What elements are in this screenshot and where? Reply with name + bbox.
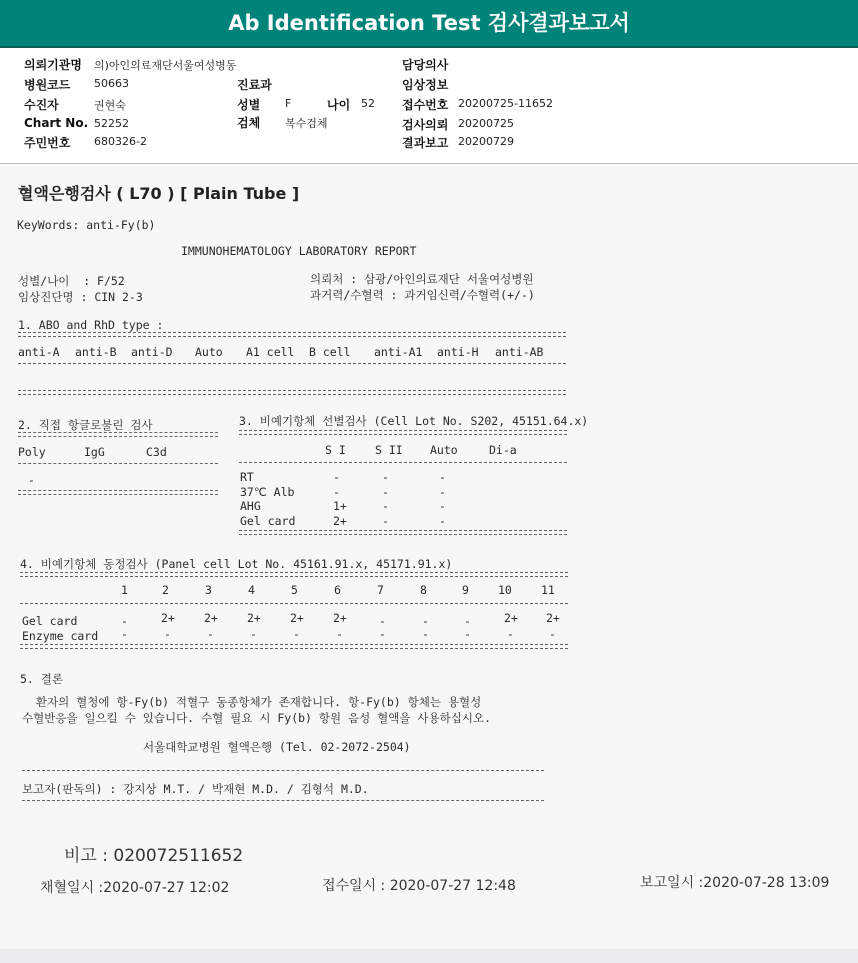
- panel-cell: 2+: [290, 611, 304, 625]
- screen-cell: 2+: [333, 514, 347, 528]
- panel-header: 10: [498, 583, 512, 597]
- chart-no-label: Chart No.: [24, 116, 89, 130]
- section-1-mid-rule: [18, 363, 566, 364]
- section-2-top-rule: [18, 432, 218, 437]
- panel-cell: -: [422, 627, 429, 641]
- section-2-title: 2. 직접 항글로불린 검사: [18, 418, 153, 432]
- reporter-bottom-rule: [22, 800, 544, 801]
- section-1-bottom-rule: [18, 390, 566, 395]
- panel-cell: -: [336, 627, 343, 641]
- report-title-banner: Ab Identification Test 검사결과보고서: [0, 0, 858, 48]
- age-label: 나이: [327, 98, 351, 112]
- panel-cell: 2+: [204, 611, 218, 625]
- section-4-mid-rule: [20, 603, 568, 604]
- request-date-label: 검사의뢰: [402, 118, 449, 132]
- screen-row-gel-card-label: Gel card: [240, 514, 296, 528]
- report-datetime: 보고일시 :2020-07-28 13:09: [640, 875, 830, 891]
- patient-info-header: [0, 48, 858, 164]
- screen-cell: -: [382, 485, 389, 499]
- abo-header-anti-d: anti-D: [131, 345, 173, 359]
- report-date-label: 결과보고: [402, 136, 449, 150]
- section-3-bottom-rule: [239, 530, 567, 535]
- screen-header-auto: Auto: [430, 443, 458, 457]
- diagnosis-line: 임상진단명 : CIN 2-3: [18, 290, 143, 304]
- screen-cell: -: [439, 470, 446, 484]
- screen-cell: -: [439, 499, 446, 513]
- keywords: KeyWords: anti-Fy(b): [17, 218, 156, 232]
- specimen-label: 검체: [237, 116, 261, 130]
- panel-cell: -: [207, 627, 214, 641]
- screen-row-ahg-label: AHG: [240, 499, 261, 513]
- section-5-title: 5. 결론: [20, 672, 63, 686]
- panel-cell: 2+: [504, 611, 518, 625]
- dat-header-c3d: C3d: [146, 445, 167, 459]
- screen-cell: -: [439, 514, 446, 528]
- chart-no-value: 52252: [94, 117, 129, 130]
- remark: 비고 : 020072511652: [64, 846, 244, 866]
- abo-header-anti-b: anti-B: [75, 345, 117, 359]
- screen-cell: -: [382, 470, 389, 484]
- receipt-datetime: 접수일시 : 2020-07-27 12:48: [322, 878, 516, 894]
- panel-header: 2: [162, 583, 169, 597]
- panel-header: 8: [420, 583, 427, 597]
- section-4-bottom-rule: [20, 644, 568, 649]
- screen-cell: -: [382, 499, 389, 513]
- section-3-top-rule: [239, 430, 567, 435]
- abo-header-anti-ab: anti-AB: [495, 345, 544, 359]
- patient-name-label: 수진자: [24, 98, 59, 112]
- clinical-info-label: 임상정보: [402, 78, 449, 92]
- specimen-value: 복수검체: [285, 117, 328, 130]
- sex-value: F: [285, 97, 292, 110]
- section-1-top-rule: [18, 332, 566, 337]
- resident-no-label: 주민번호: [24, 136, 71, 150]
- panel-cell: -: [164, 627, 171, 641]
- receipt-no-label: 접수번호: [402, 98, 449, 112]
- panel-cell: -: [549, 627, 556, 641]
- panel-header: 1: [121, 583, 128, 597]
- section-4-title: 4. 비예기항체 동정검사 (Panel cell Lot No. 45161.91.x, 45171.91.x): [20, 557, 453, 571]
- section-2-bottom-rule: [18, 490, 218, 495]
- section-3-title: 3. 비예기항체 선별검사 (Cell Lot No. S202, 45151.64.x): [239, 414, 589, 428]
- sex-age-line: 성별/나이 : F/52: [18, 274, 125, 288]
- panel-header: 9: [462, 583, 469, 597]
- page-bottom-strip: [0, 949, 858, 963]
- screen-row-37c-label: 37℃ Alb: [240, 485, 295, 499]
- panel-cell: 2+: [247, 611, 261, 625]
- panel-header: 4: [248, 583, 255, 597]
- panel-cell: 2+: [333, 611, 347, 625]
- test-title: 혈액은행검사 ( L70 ) [ Plain Tube ]: [18, 184, 300, 203]
- institution-value: 의)아인의료재단서울여성병동: [94, 59, 237, 72]
- conclusion-line-2: 수혈반응을 일으킬 수 있습니다. 수혈 필요 시 Fy(b) 항원 음성 혈액을 사용하십시오.: [22, 711, 491, 725]
- hospital-code-label: 병원코드: [24, 78, 71, 92]
- physician-label: 담당의사: [402, 58, 449, 72]
- panel-cell: -: [121, 614, 128, 628]
- panel-cell: -: [121, 627, 128, 641]
- abo-header-anti-a: anti-A: [18, 345, 60, 359]
- panel-cell: -: [464, 614, 471, 628]
- screen-row-rt-label: RT: [240, 470, 254, 484]
- abo-header-anti-a1: anti-A1: [374, 345, 423, 359]
- age-value: 52: [361, 97, 375, 110]
- screen-cell: -: [382, 514, 389, 528]
- lab-report-title: IMMUNOHEMATOLOGY LABORATORY REPORT: [181, 244, 417, 258]
- collection-datetime: 채혈일시 :2020-07-27 12:02: [40, 880, 230, 896]
- conclusion-line-1: 환자의 혈청에 항-Fy(b) 적혈구 동종항체가 존재합니다. 항-Fy(b) 항체는 용혈성: [22, 695, 482, 709]
- panel-cell: -: [250, 627, 257, 641]
- screen-cell: -: [333, 470, 340, 484]
- dat-result: -: [28, 473, 35, 487]
- sex-label: 성별: [237, 98, 261, 112]
- dat-header-igg: IgG: [84, 445, 105, 459]
- panel-cell: -: [379, 614, 386, 628]
- panel-cell: -: [293, 627, 300, 641]
- hospital-contact: 서울대학교병원 혈액은행 (Tel. 02-2072-2504): [143, 740, 411, 754]
- panel-header: 3: [205, 583, 212, 597]
- section-2-mid-rule: [18, 463, 218, 464]
- panel-cell: -: [464, 627, 471, 641]
- screen-cell: -: [333, 485, 340, 499]
- screen-cell: 1+: [333, 499, 347, 513]
- panel-header: 7: [377, 583, 384, 597]
- panel-row-enzyme-card-label: Enzyme card: [22, 629, 99, 643]
- history-line: 과거력/수혈력 : 과거임신력/수혈력(+/-): [310, 288, 535, 302]
- screen-header-s2: S II: [375, 443, 403, 457]
- panel-header: 6: [334, 583, 341, 597]
- abo-header-anti-h: anti-H: [437, 345, 479, 359]
- reporter-line: 보고자(판독의) : 강지상 M.T. / 박재현 M.D. / 김형석 M.D.: [22, 782, 369, 796]
- screen-header-di-a: Di-a: [489, 443, 517, 457]
- abo-header-a1-cell: A1 cell: [246, 345, 295, 359]
- panel-row-gel-card-label: Gel card: [22, 614, 78, 628]
- receipt-no-value: 20200725-11652: [458, 97, 553, 110]
- abo-header-b-cell: B cell: [309, 345, 351, 359]
- screen-header-s1: S I: [325, 443, 346, 457]
- panel-cell: -: [422, 614, 429, 628]
- section-1-title: 1. ABO and RhD type :: [18, 318, 164, 332]
- resident-no-value: 680326-2: [94, 135, 147, 148]
- panel-cell: -: [379, 627, 386, 641]
- department-label: 진료과: [237, 78, 272, 92]
- dat-header-poly: Poly: [18, 445, 46, 459]
- section-4-top-rule: [20, 572, 568, 577]
- patient-name-value: 권현숙: [94, 99, 126, 112]
- panel-cell: 2+: [161, 611, 175, 625]
- reporter-top-rule: [22, 770, 544, 771]
- report-date-value: 20200729: [458, 135, 514, 148]
- abo-header-auto: Auto: [195, 345, 223, 359]
- institution-line: 의뢰처 : 삼광/아인의료재단 서울여성병원: [310, 272, 534, 286]
- panel-header: 11: [541, 583, 555, 597]
- panel-cell: -: [507, 627, 514, 641]
- hospital-code-value: 50663: [94, 77, 129, 90]
- institution-label: 의뢰기관명: [24, 58, 82, 72]
- section-3-mid-rule: [239, 462, 567, 463]
- request-date-value: 20200725: [458, 117, 514, 130]
- panel-header: 5: [291, 583, 298, 597]
- screen-cell: -: [439, 485, 446, 499]
- panel-cell: 2+: [546, 611, 560, 625]
